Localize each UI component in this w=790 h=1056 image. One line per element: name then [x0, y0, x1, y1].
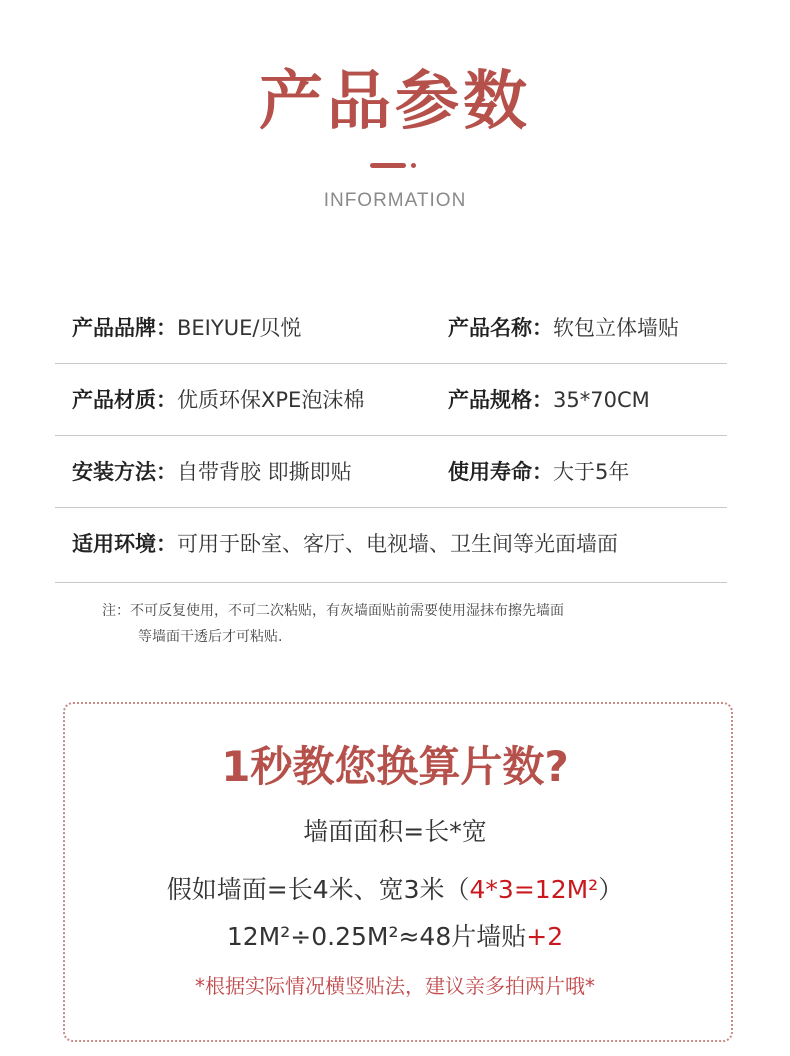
calc-result: [0, 917, 790, 953]
spec-value: 35*70CM: [553, 388, 650, 412]
spec-size: [448, 384, 650, 414]
spec-table: [55, 292, 727, 583]
calc-tip: *根据实际情况横竖贴法，建议亲多拍两片哦*: [195, 974, 595, 998]
result-highlight: +2: [526, 922, 564, 951]
spec-label: 产品规格：: [448, 388, 553, 412]
decoration-dot: [411, 163, 416, 168]
spec-row: [55, 364, 727, 436]
note-line-2: 等墙面干透后才可粘贴.: [138, 629, 283, 645]
spec-install-method: [72, 456, 352, 486]
spec-value: 优质环保XPE泡沫棉: [177, 388, 365, 412]
spec-label: 产品材质：: [72, 388, 177, 412]
spec-product-name: [448, 312, 679, 342]
result-text: 12M²÷0.25M²≈48片墙贴: [226, 922, 527, 951]
title-decoration: [370, 163, 420, 169]
spec-label: 安装方法：: [72, 460, 177, 484]
spec-label: 产品名称：: [448, 316, 553, 340]
example-close: ）: [598, 875, 624, 904]
spec-value: BEIYUE/贝悦: [177, 316, 302, 340]
spec-environment: [72, 528, 618, 558]
spec-material: [72, 384, 364, 414]
calc-example: [0, 870, 790, 906]
spec-value: 可用于卧室、客厅、电视墙、卫生间等光面墙面: [177, 532, 618, 556]
spec-row: [55, 508, 727, 583]
calc-title: 1秒教您换算片数?: [221, 742, 569, 791]
spec-label: 产品品牌：: [72, 316, 177, 340]
page-title: 产品参数: [259, 65, 531, 139]
spec-value: 自带背胶 即撕即贴: [177, 460, 352, 484]
calc-formula: 墙面面积=长*宽: [303, 817, 487, 846]
spec-row: [55, 292, 727, 364]
spec-label: 使用寿命：: [448, 460, 553, 484]
spec-row: [55, 436, 727, 508]
decoration-bar: [370, 163, 406, 168]
spec-value: 软包立体墙贴: [553, 316, 679, 340]
note-line-1: 注：不可反复使用，不可二次粘贴，有灰墙面贴前需要使用湿抹布擦先墙面: [102, 603, 564, 619]
spec-label: 适用环境：: [72, 532, 177, 556]
spec-brand: [72, 312, 301, 342]
page-subtitle: INFORMATION: [323, 190, 467, 211]
example-text: 假如墙面=长4米、宽3米（: [166, 875, 470, 904]
spec-value: 大于5年: [553, 460, 630, 484]
usage-note: [102, 598, 564, 650]
example-highlight: 4*3=12M²: [469, 875, 599, 904]
spec-lifespan: [448, 456, 629, 486]
